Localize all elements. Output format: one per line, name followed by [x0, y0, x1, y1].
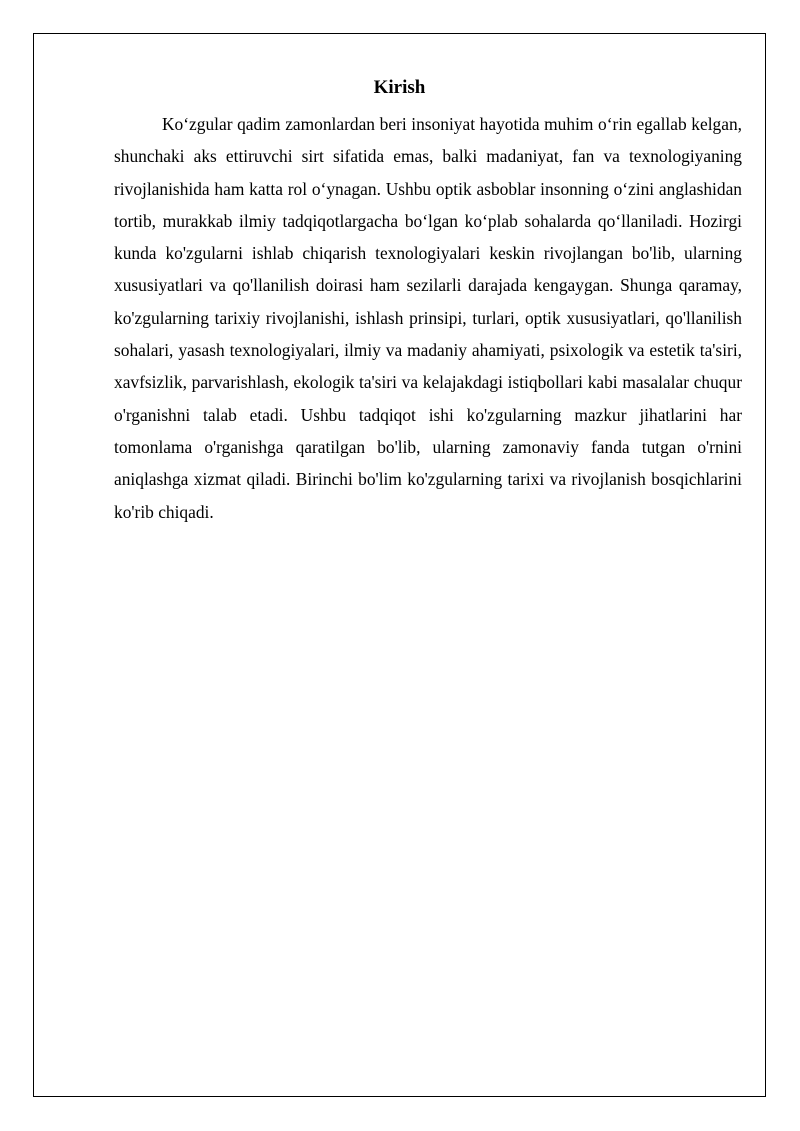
page-border: [33, 33, 766, 1097]
section-heading: Kirish: [373, 77, 426, 98]
intro-paragraph: Ko‘zgular qadim zamonlardan beri insoniyat hayotida muhim o‘rin egallab kelgan, shunchaki aks ettiruvchi sirt sifatida emas, balki madaniyat, fan va texnologiyaning rivojlanishida ham katta rol o‘ynagan. Ushbu optik asboblar insonning o‘zini anglashidan tortib, murakkab ilmiy tadqiqotlargacha bo‘lgan ko‘plab sohalarda qo‘llaniladi. Hozirgi kunda ko'zgularni ishlab chiqarish texnologiyalari keskin rivojlangan bo'lib, ularning xususiyatlari va qo'llanilish doirasi ham sezilarli darajada kengaygan. Shunga qaramay, ko'zgularning tarixiy rivojlanishi, ishlash prinsipi, turlari, optik xususiyatlari, qo'llanilish sohalari, yasash texnologiyalari, ilmiy va madaniy ahamiyati, psixologik va estetik ta'siri, xavfsizlik, parvarishlash, ekologik ta'siri va kelajakdagi istiqbollari kabi masalalar chuqur o'rganishni talab etadi. Ushbu tadqiqot ishi ko'zgularning mazkur jihatlarini har tomonlama o'rganishga qaratilgan bo'lib, ularning zamonaviy fanda tutgan o'rnini aniqlashga xizmat qiladi. Birinchi bo'lim ko'zgularning tarixi va rivojlanish bosqichlarini ko'rib chiqadi.: [114, 114, 742, 522]
